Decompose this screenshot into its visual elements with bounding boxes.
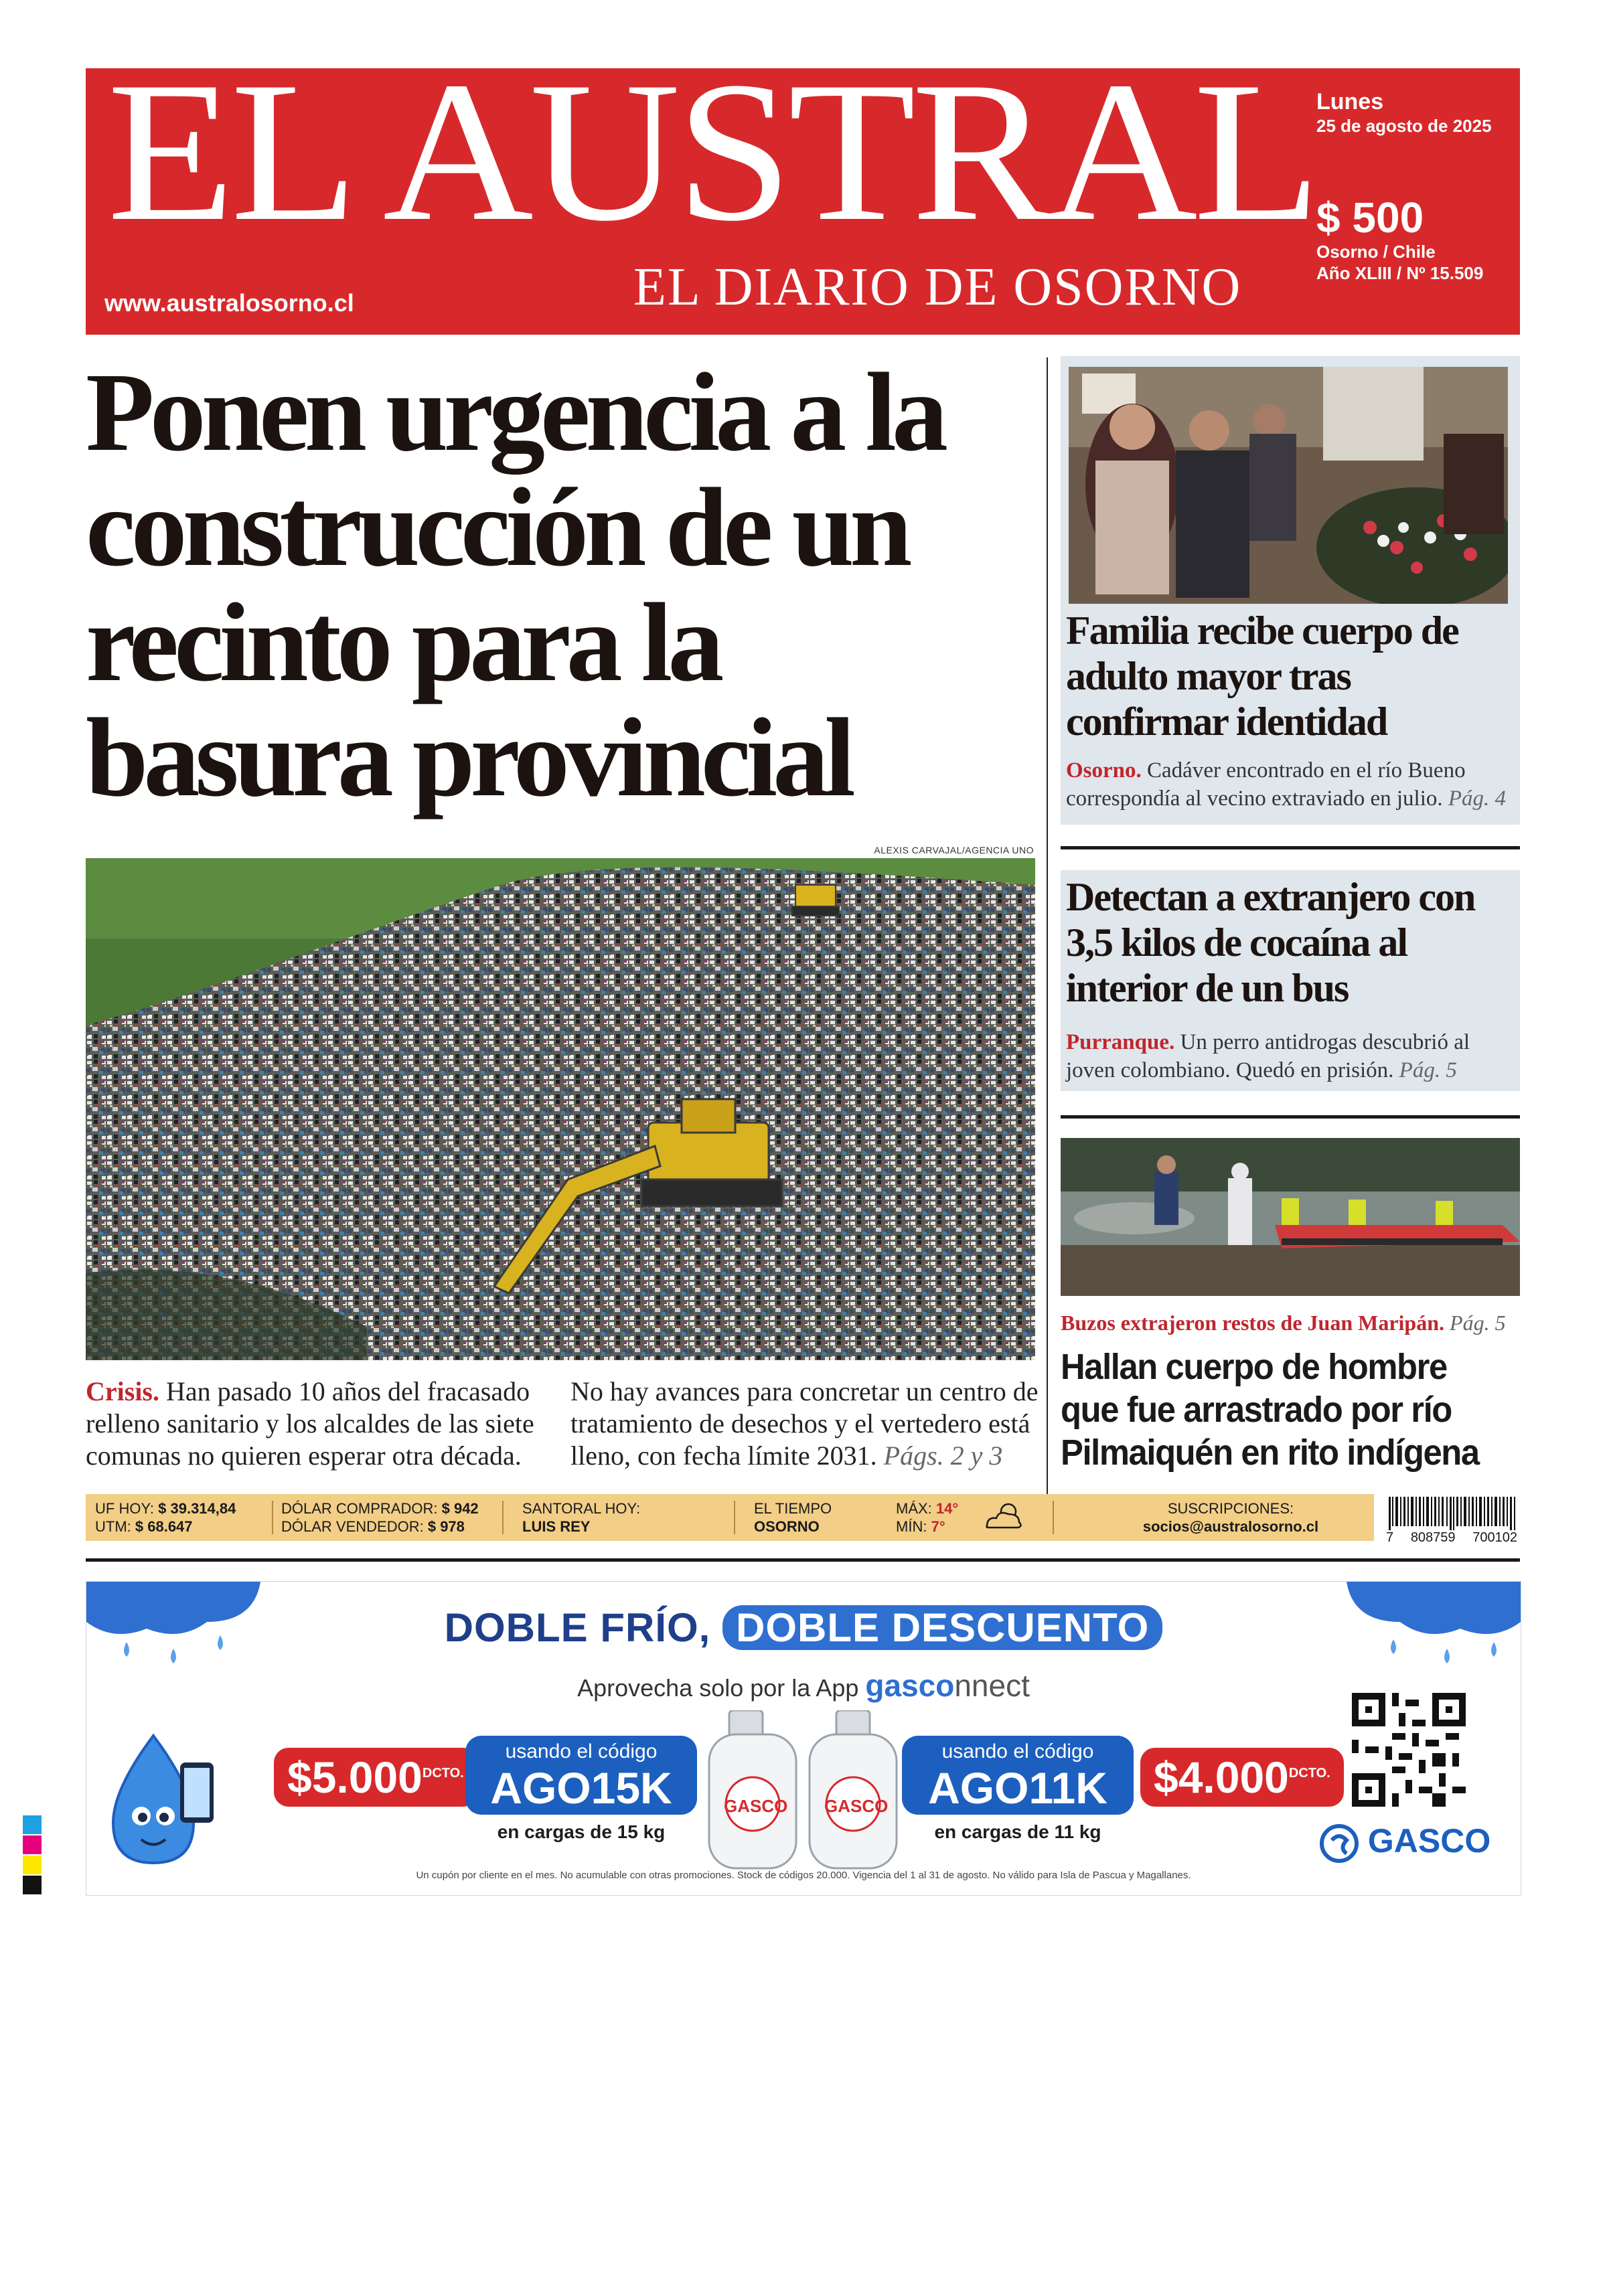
story-2-kicker: Purranque. [1066,1030,1175,1054]
dolar [281,1499,479,1536]
max-value: 14° [935,1500,959,1517]
lead-paragraph-1 [86,1376,554,1472]
story-3-kicker-line [1061,1311,1520,1335]
utm-label: UTM: [95,1518,131,1535]
lead-text-2: No hay avances para concretar un centro de tratamiento de desechos y el vertedero está lleno, con fecha límite 2031. [570,1376,1039,1471]
subscriptions [1110,1499,1351,1536]
subs-label: SUSCRIPCIONES: [1167,1500,1294,1517]
dolar-buy-label: DÓLAR COMPRADOR: [281,1500,438,1517]
registration-magenta [23,1835,42,1854]
uf-value: $ 39.314,84 [158,1500,236,1517]
story-divider-1 [1061,846,1520,849]
masthead [86,40,1520,335]
gasco-logo-text: GASCO [1367,1822,1491,1860]
info-separator [272,1501,273,1534]
subs-email[interactable]: socios@australosorno.cl [1142,1518,1319,1535]
santoral-label: SANTORAL HOY: [522,1500,641,1517]
story-2-text [1066,1028,1515,1084]
river-rescue-photo[interactable] [1061,1138,1520,1296]
discount-11k-suffix: DCTO. [1288,1766,1330,1781]
code-11k-label: usando el código [941,1740,1094,1762]
dolar-sell-value: $ 978 [427,1518,465,1535]
newspaper-subtitle: EL DIARIO DE OSORNO [633,258,1242,317]
gasco-advertisement[interactable] [86,1581,1521,1896]
story-3-kicker: Buzos extrajeron restos de Juan Maripán. [1061,1311,1445,1335]
story-divider-2 [1061,1115,1520,1119]
santoral-value: LUIS REY [522,1518,591,1535]
registration-black [23,1876,42,1894]
website-link[interactable]: www.australosorno.cl [104,289,354,317]
barcode-digits-right: 700102 [1472,1530,1517,1545]
column-divider [1047,357,1048,1529]
weather-city [754,1499,832,1536]
ad-title [86,1605,1521,1651]
story-1-text [1066,756,1515,813]
lead-paragraph-2 [570,1376,1039,1472]
mascot-drop-icon [100,1729,227,1876]
qr-code-icon[interactable] [1352,1693,1466,1807]
code-15k-box[interactable] [465,1736,697,1815]
story-2-page-ref[interactable]: Pág. 5 [1393,1058,1457,1082]
discount-11k [1140,1748,1344,1807]
partly-cloudy-icon [980,1501,1027,1534]
story-2-headline[interactable]: Detectan a extranjero con 3,5 kilos de cocaína al interior de un bus [1066,875,1475,1010]
barcode-digit-left: 7 [1386,1530,1394,1545]
ad-title-a: DOBLE FRÍO, [444,1605,711,1650]
discount-15k [274,1748,477,1807]
gasco-logo-icon [1320,1824,1359,1863]
discount-11k-value: $4.000 [1154,1752,1289,1802]
edition-info [1316,88,1511,284]
newspaper-title: EL AUSTRAL [107,40,1317,262]
edition-price: $ 500 [1316,193,1424,242]
barcode [1383,1497,1520,1545]
code-11k: AGO11K [928,1763,1107,1813]
story-2-body: Un perro antidrogas descubrió al joven colombiano. Quedó en prisión. [1066,1030,1470,1082]
code-15k-label: usando el código [505,1740,658,1762]
main-headline[interactable]: Ponen urgencia a la construcción de un recinto para la basura provincial [86,350,943,820]
info-separator [734,1501,735,1534]
uf-label: UF HOY: [95,1500,155,1517]
code-11k-box[interactable] [902,1736,1134,1815]
code-15k: AGO15K [490,1763,672,1813]
info-bar [86,1494,1374,1541]
uf-utm [95,1499,236,1536]
cylinder-brand-1: GASCO [724,1796,788,1816]
ad-brand-a: gasco [865,1668,955,1703]
weather-label: EL TIEMPO [754,1500,832,1517]
ad-title-b: DOBLE DESCUENTO [722,1605,1162,1650]
carga-15k: en cargas de 15 kg [497,1821,666,1842]
discount-15k-value: $5.000 [287,1752,423,1802]
edition-day: Lunes [1316,89,1384,114]
utm-value: $ 68.647 [135,1518,193,1535]
gas-cylinder-icon [702,1710,903,1871]
ad-sub-text: Aprovecha solo por la App [577,1674,866,1702]
landfill-photo[interactable] [86,858,1035,1360]
cylinder-brand-2: GASCO [824,1796,889,1816]
barcode-digits-mid: 808759 [1410,1530,1456,1545]
max-label: MÁX: [896,1500,932,1517]
photo-credit: ALEXIS CARVAJAL/AGENCIA UNO [874,845,1034,855]
lead-kicker: Crisis. [86,1376,159,1406]
santoral [522,1499,640,1536]
info-separator [502,1501,504,1534]
ad-fine-print: Un cupón por cliente en el mes. No acumulable con otras promociones. Stock de códigos 20.000. Vigencia del 1 al 31 de agosto. No válido para Isla de Pascua y Magallanes. [416,1870,1191,1881]
gasco-logo [1320,1821,1490,1863]
dolar-sell-label: DÓLAR VENDEDOR: [281,1518,424,1535]
discount-15k-suffix: DCTO. [422,1766,464,1781]
lead-text-1: Han pasado 10 años del fracasado relleno sanitario y los alcaldes de las siete comunas no quieren esperar otra década. [86,1376,534,1471]
min-value: 7° [931,1518,945,1535]
dolar-buy-value: $ 942 [441,1500,479,1517]
lead-page-ref[interactable]: Págs. 2 y 3 [876,1441,1003,1471]
ad-divider [86,1558,1520,1562]
registration-yellow [23,1856,42,1874]
edition-issue: Año XLIII / Nº 15.509 [1316,263,1484,283]
story-1-page-ref[interactable]: Pág. 4 [1442,787,1507,811]
info-separator [1053,1501,1054,1534]
story-3-page-ref[interactable]: Pág. 5 [1444,1311,1506,1335]
funeral-photo[interactable] [1069,367,1508,604]
edition-place: Osorno / Chile [1316,242,1436,262]
ad-brand-b: nnect [954,1668,1030,1703]
story-1-headline[interactable]: Familia recibe cuerpo de adulto mayor tras confirmar identidad [1066,608,1458,744]
ad-subtitle [86,1667,1521,1704]
story-1-body: Cadáver encontrado en el río Bueno correspondía al vecino extraviado en julio. [1066,758,1466,811]
edition-date: 25 de agosto de 2025 [1316,116,1492,136]
weather-temps [896,1499,958,1536]
story-1-kicker: Osorno. [1066,758,1142,783]
carga-11k: en cargas de 11 kg [934,1821,1101,1842]
registration-cyan [23,1815,42,1834]
weather-city-value: OSORNO [754,1518,820,1535]
min-label: MÍN: [896,1518,927,1535]
story-3-headline[interactable]: Hallan cuerpo de hombre que fue arrastrado por río Pilmaiquén en rito indígena [1061,1347,1479,1473]
